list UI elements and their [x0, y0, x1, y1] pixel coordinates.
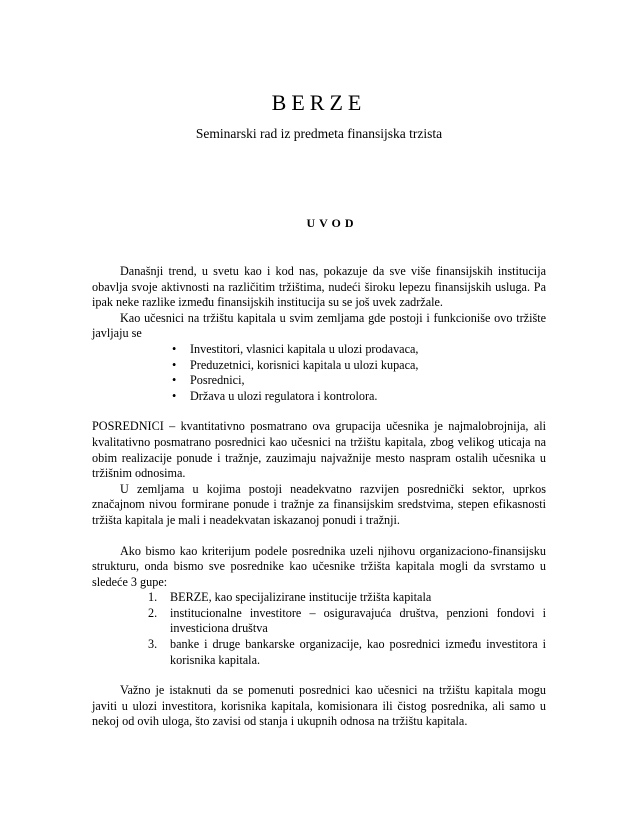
spacer — [92, 529, 546, 544]
list-number: 1. — [148, 590, 158, 605]
list-item — [148, 606, 546, 637]
list-item — [148, 637, 546, 668]
document-subtitle: Seminarski rad iz predmeta finansijska trzista — [195, 126, 443, 141]
paragraph-efficiency: U zemljama u kojima postoji neadekvatno razvijen posrednički sektor, uprkos značajnom nivou formirane ponude i tražnje za finansijskim sredstvima, stepen efikasnosti tržišta kapitala je mali i neadekvatan iskazanoj ponudi i tražnji. — [92, 481, 546, 527]
list-item: • Preduzetnici, korisnici kapitala u ulozi kupaca, — [172, 358, 546, 374]
list-item — [148, 590, 546, 606]
list-number: 2. — [148, 605, 158, 620]
list-text: institucionalne investitore – osiguravajuća društva, penzioni fondovi i investiciona društva — [170, 605, 546, 636]
list-item: • Investitori, vlasnici kapitala u ulozi prodavaca, — [172, 342, 546, 358]
document-body — [92, 264, 546, 730]
spacer — [92, 668, 546, 683]
groups-list — [92, 590, 546, 668]
paragraph-roles: Važno je istaknuti da se pomenuti posrednici kao učesnici na tržištu kapitala mogu javiti u ulozi investitora, korisnika kapitala, komisionara ili čistog posrednika, ali samo u nekoj od ovih uloga, što zavisi od stanja i ukupnih odnosa na tržištu kapitala. — [92, 683, 546, 729]
participants-list — [92, 342, 546, 404]
section-heading: UVOD — [306, 216, 358, 230]
paragraph-classification: Ako bismo kao kriterijum podele posrednika uzeli njihovu organizaciono-finansijsku strukturu, onda bismo sve posrednike kao učesnike tržišta kapitala mogli da svrstamo u sledeće 3 gupe: — [92, 543, 546, 589]
paragraph-posrednici: POSREDNICI – kvantitativno posmatrano ova grupacija učesnika je najmalobrojnija, ali kvalitativno posmatrano posrednici kao učesnici na tržištu kapitala, zbog velikog uticaja na obim realizacije ponude i tražnje, zauzimaju najvažnije mesto naspram ostalih učesnika u tržišnim odnosima. — [92, 419, 546, 481]
paragraph-participants: Kao učesnici na tržištu kapitala u svim zemljama gde postoji i funkcioniše ovo tržište javljaju se — [92, 310, 546, 341]
spacer — [92, 404, 546, 419]
list-number: 3. — [148, 637, 158, 652]
list-item: • Država u ulozi regulatora i kontrolora. — [172, 389, 546, 405]
list-text: banke i druge bankarske organizacije, kao posrednici između investitora i korisnika kapitala. — [170, 637, 546, 667]
list-item: • Posrednici, — [172, 373, 546, 389]
document-title: BERZE — [271, 90, 367, 115]
paragraph-intro: Današnji trend, u svetu kao i kod nas, pokazuje da sve više finansijskih institucija obavlja svoje aktivnosti na različitim tržištima, nudeći široku lepezu finansijskih usluga. Pa ipak neke razlike između finansijskih institucija su se još uvek zadržale. — [92, 264, 546, 310]
list-text: BERZE, kao specijalizirane institucije tržišta kapitala — [170, 590, 432, 605]
